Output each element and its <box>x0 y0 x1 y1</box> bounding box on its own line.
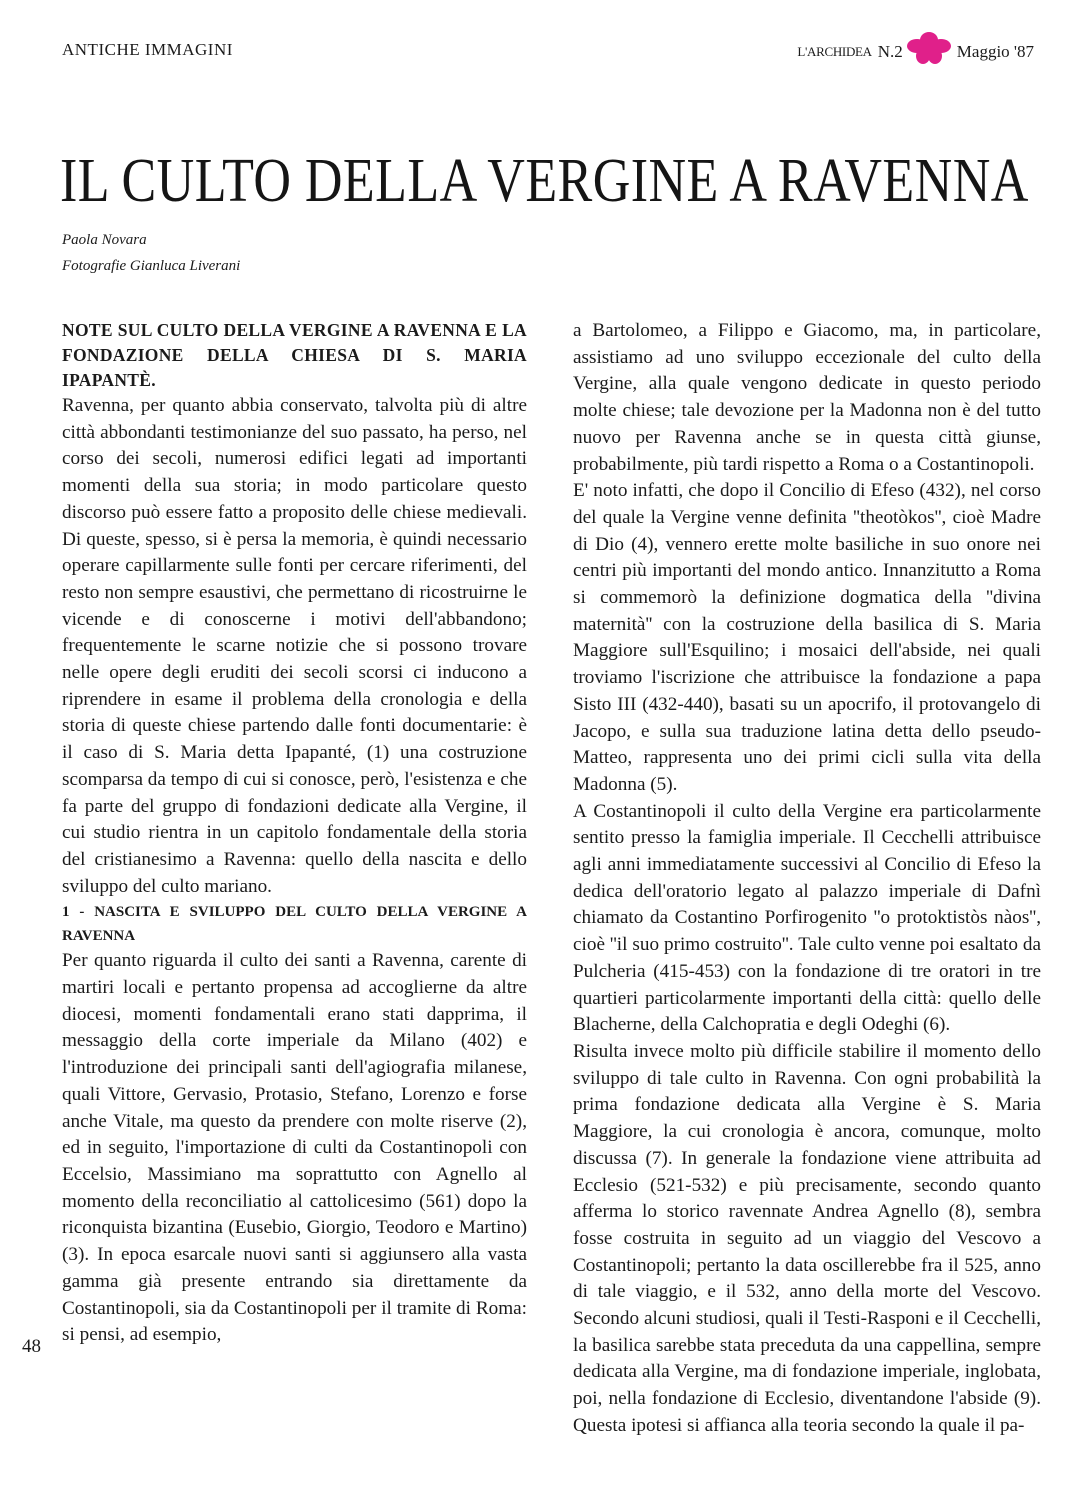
body-paragraph: E' noto infatti, che dopo il Concilio di Efeso (432), nel corso del quale la Vergine venne definita ''theotòkos'', cioè Madre di Dio (4), vennero erette molte basiliche in suo onore nei centri più importanti del mondo antico. Innanzitutto a Roma si commemorò la definizione dogmatica della ''divina maternità'' con la costruzione della basilica di S. Maria Maggiore sull'Esquilino; i mosaici dell'abside, nei quali troviamo l'iscrizione che attribuisce la fondazione a papa Sisto III (432-440), basati su un apocrifo, il protovangelo di Jacopo, e sulla sua traduzione latina detta dello pseudo-Matteo, rappresenta uno dei primi cicli sulla vita della Madonna (5). <box>573 480 1041 795</box>
magazine-name: L'ARCHIDEA <box>797 44 872 59</box>
issue-number: N.2 <box>877 42 903 61</box>
intro-heading: NOTE SUL CULTO DELLA VERGINE A RAVENNA E LA FONDAZIONE DELLA CHIESA DI S. MARIA IPAPANTÈ. <box>62 320 527 390</box>
section-heading: 1 - NASCITA E SVILUPPO DEL CULTO DELLA VERGINE A RAVENNA <box>62 904 527 945</box>
left-column <box>62 318 527 1349</box>
body-paragraph: Risulta invece molto più difficile stabilire il momento dello sviluppo di tale culto in Ravenna. Con ogni probabilità la prima fondazione dedicata alla Vergine è S. Maria Maggiore, la cui cronologia è ancora, comunque, molto discussa (7). In generale la fondazione viene attribuita ad Ecclesio (521-532) e più precisamente, secondo quanto afferma lo storico ravennate Andrea Agnello (8), sembra fosse costruita in seguito ad un viaggio del Vescovo a Costantinopoli; pertanto la data oscillerebbe fra il 525, anno di tale viaggio, e il 532, anno della morte del Vescovo. Secondo alcuni studiosi, quali il Testi-Rasponi e il Cecchelli, la basilica sarebbe stata preceduta da una cappellina, sempre dedicata alla Vergine, ma di fondazione imperiale, inglobata, poi, nella fondazione di Ecclesio, diventandone l'abside (9). Questa ipotesi si affianca alla teoria secondo la quale il pa- <box>573 1040 1041 1436</box>
body-paragraph: a Bartolomeo, a Filippo e Giacomo, ma, in particolare, assistiamo ad uno sviluppo eccezionale del culto della Vergine, alla quale vengono dedicate in questo periodo molte chiese; tale devozione per la Madonna non è del tutto nuovo per Ravenna anche se in questa città giunse, probabilmente, più tardi rispetto a Roma o a Costantinopoli. <box>573 320 1041 475</box>
section-paragraph: Per quanto riguarda il culto dei santi a Ravenna, carente di martiri locali e pertanto propensa ad accoglierne da altre diocesi, momenti fondamentali erano stati dapprima, il messaggio della corte imperiale da Milano (402) e l'introduzione dei principali santi dell'agiografia milanese, quali Vittore, Gervasio, Protasio, Stefano, Lorenzo e forse anche Vitale, ma questo da prendere con molte riserve (2), ed in seguito, l'importazione di culti da Costantinopoli con Eccelsio, Massimiano ma soprattutto con Agnello al momento della reconciliatio al cattolicesimo (561) dopo la riconquista bizantina (Eusebio, Giorgio, Teodoro e Martino) (3). In epoca esarcale nuovi santi si aggiunsero alla vasta gamma già presente entrando sia direttamente da Costantinopoli, sia da Costantinopoli per il tramite di Roma: si pensi, ad esempio, <box>62 950 527 1346</box>
orchid-icon <box>901 30 957 66</box>
issue-date: Maggio '87 <box>956 42 1034 61</box>
intro-paragraph: Ravenna, per quanto abbia conservato, talvolta più di altre città abbondanti testimonianze del suo passato, ha perso, nel corso dei secoli, numerosi edifici legati ad importanti momenti della sua storia; in modo particolare questo discorso può essere fatto a proposito delle chiese medievali. Di queste, spesso, si è persa la memoria, è quindi necessario operare capillarmente sulle fonti per cercare riferimenti, del resto non sempre esaustivi, che permettano di ricostruirne le vicende e di conoscerne i motivi dell'abbandono; frequentemente le scarne notizie che si possono trovare nelle opere degli eruditi dei secoli scorsi ci inducono a riprendere in esame il problema della cronologia e della storia di queste chiese partendo dalle fonti documentarie: è il caso di S. Maria detta Ipapanté, (1) una costruzione scomparsa da tempo di cui si conosce, però, l'esistenza e che fa parte del gruppo di fondazioni dedicate alla Vergine, il cui studio rientra in un capitolo fondamentale della storia del cristianesimo a Ravenna: quello della nascita e dello sviluppo del culto mariano. <box>62 395 527 897</box>
page-number: 48 <box>22 1336 41 1357</box>
photo-credit: Fotografie Gianluca Liverani <box>62 258 241 274</box>
section-label: ANTICHE IMMAGINI <box>62 40 233 59</box>
article-title: IL CULTO DELLA VERGINE A RAVENNA <box>60 147 1029 215</box>
right-column <box>573 318 1041 1440</box>
magazine-masthead <box>797 38 1034 66</box>
body-paragraph: A Costantinopoli il culto della Vergine era particolarmente sentito presso la famiglia imperiale. Il Cecchelli attribuisce agli anni immediatamente successivi al Concilio di Efeso la dedica dell'oratorio legato al palazzo imperiale di Dafnì chiamato da Costantino Porfirogenito ''o protoktistòs nàos'', cioè ''il suo primo costruito''. Tale culto venne poi esaltato da Pulcheria (415-453) con la fondazione di tre oratori in tre quartieri particolarmente importanti della città: quello delle Blacherne, della Calchopratia e degli Odeghi (6). <box>573 800 1041 1036</box>
author-name: Paola Novara <box>62 232 147 248</box>
